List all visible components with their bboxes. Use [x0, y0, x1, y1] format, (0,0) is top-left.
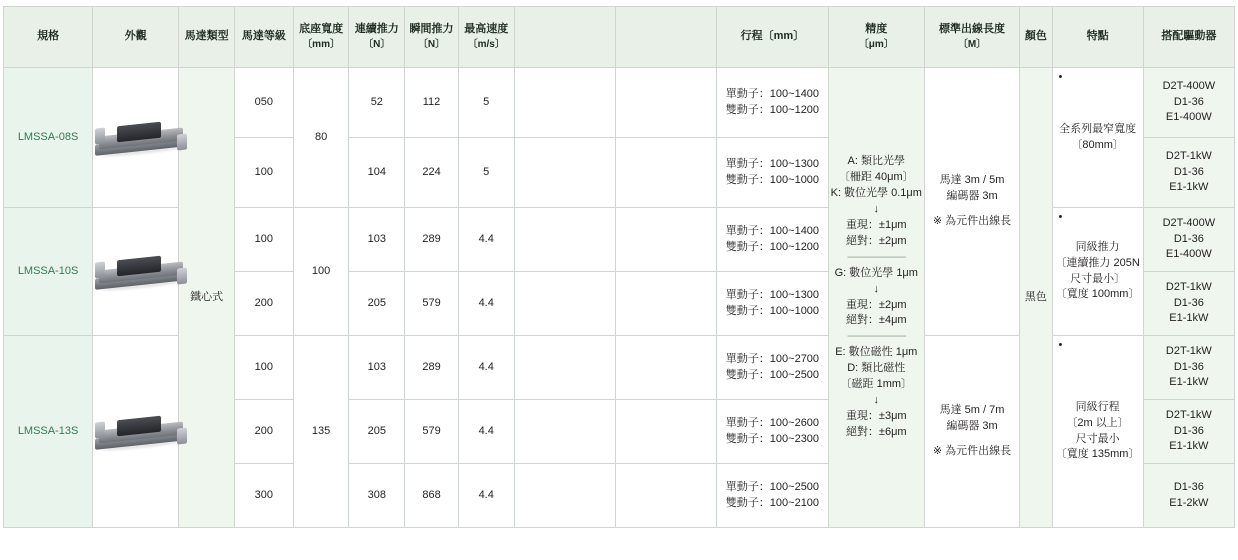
- blank-cell: [514, 400, 615, 464]
- motor-grade: 100: [234, 336, 293, 400]
- header-color: 顏色: [1020, 7, 1052, 68]
- motor-type-value: 鐵心式: [179, 68, 235, 528]
- bullet-icon: •: [1058, 71, 1063, 83]
- blank-cell: [615, 138, 716, 208]
- max-speed: 5: [458, 138, 514, 208]
- continuous-force: 308: [349, 464, 405, 528]
- peak-force: 579: [405, 400, 459, 464]
- driver-list: D2T-1kW D1-36 E1-1kW: [1143, 336, 1234, 400]
- header-cable-length: 標準出線長度 〔M〕: [924, 7, 1019, 68]
- divider: ----------------------: [846, 330, 906, 343]
- linear-motor-stage-image: [93, 252, 189, 292]
- table-header: [4, 7, 1235, 68]
- motor-grade: 300: [234, 464, 293, 528]
- feature-13s: • 同級行程 〔2m 以上〕 尺寸最小 〔寬度 135mm〕: [1052, 336, 1143, 528]
- continuous-force: 103: [349, 208, 405, 272]
- blank-cell: [615, 464, 716, 528]
- model-name-08s: LMSSA-08S: [4, 68, 93, 208]
- blank-cell: [514, 464, 615, 528]
- header-base-width: 底座寬度 〔mm〕: [293, 7, 349, 68]
- blank-cell: [514, 208, 615, 272]
- color-value: 黑色: [1020, 68, 1052, 528]
- stroke-range: 單動子：100~2700 雙動子：100~2500: [717, 336, 828, 400]
- stroke-range: 單動子：100~2600 雙動子：100~2300: [717, 400, 828, 464]
- header-drivers: 搭配驅動器: [1143, 7, 1234, 68]
- bullet-icon: •: [1058, 339, 1063, 351]
- continuous-force: 52: [349, 68, 405, 138]
- driver-list: D2T-1kW D1-36 E1-1kW: [1143, 272, 1234, 336]
- max-speed: 4.4: [458, 336, 514, 400]
- divider: ----------------------: [846, 250, 906, 263]
- motor-grade: 200: [234, 272, 293, 336]
- peak-force: 868: [405, 464, 459, 528]
- peak-force: 289: [405, 336, 459, 400]
- specification-table: [3, 6, 1235, 528]
- model-name-13s: LMSSA-13S: [4, 336, 93, 528]
- driver-list: D2T-1kW D1-36 E1-1kW: [1143, 138, 1234, 208]
- bullet-icon: •: [1058, 211, 1063, 223]
- stroke-range: 單動子：100~1300 雙動子：100~1000: [717, 272, 828, 336]
- base-width: 100: [293, 208, 349, 336]
- header-row: [4, 7, 1235, 68]
- continuous-force: 205: [349, 400, 405, 464]
- header-features: 特點: [1052, 7, 1143, 68]
- peak-force: 289: [405, 208, 459, 272]
- peak-force: 224: [405, 138, 459, 208]
- blank-cell: [514, 68, 615, 138]
- motor-grade: 050: [234, 68, 293, 138]
- cable-length-2: 馬達 5m / 7m 編碼器 3m ※ 為元件出線長: [924, 336, 1019, 528]
- max-speed: 4.4: [458, 464, 514, 528]
- blank-cell: [615, 400, 716, 464]
- blank-cell: [514, 272, 615, 336]
- header-accuracy: 精度 〔μm〕: [828, 7, 924, 68]
- table-row: [4, 68, 1235, 138]
- peak-force: 579: [405, 272, 459, 336]
- driver-list: D2T-400W D1-36 E1-400W: [1143, 68, 1234, 138]
- stroke-range: 單動子：100~1300 雙動子：100~1000: [717, 138, 828, 208]
- blank-cell: [615, 272, 716, 336]
- driver-list: D2T-400W D1-36 E1-400W: [1143, 208, 1234, 272]
- blank-cell: [615, 336, 716, 400]
- motor-grade: 200: [234, 400, 293, 464]
- product-image-13s: [93, 336, 179, 528]
- blank-cell: [615, 68, 716, 138]
- blank-cell: [514, 138, 615, 208]
- cable-length-1: 馬達 3m / 5m 編碼器 3m ※ 為元件出線長: [924, 68, 1019, 336]
- linear-motor-stage-image: [93, 412, 189, 452]
- header-motor-type: 馬達類型: [179, 7, 235, 68]
- table-body: [4, 68, 1235, 528]
- product-image-10s: [93, 208, 179, 336]
- motor-grade: 100: [234, 208, 293, 272]
- base-width: 135: [293, 336, 349, 528]
- header-peak-force: 瞬間推力 〔N〕: [405, 7, 459, 68]
- accuracy-spec: A: 類比光學 〔柵距 40μm〕 K: 數位光學 0.1μm ↓ 重現：±1μm 絕對：±2μm ---------------------- G: 數位光學 1μm ↓ 重現：±2μm 絕對：±4μm ---------------------- E: 數位磁性 1μm D: 類比磁性 〔磁距 1mm〕 ↓ 重現：±3μm 絕對：±6μm: [828, 68, 924, 528]
- stroke-range: 單動子：100~1400 雙動子：100~1200: [717, 208, 828, 272]
- product-image-08s: [93, 68, 179, 208]
- driver-list: D1-36 E1-2kW: [1143, 464, 1234, 528]
- linear-motor-stage-image: [93, 118, 189, 158]
- header-motor-grade: 馬達等級: [234, 7, 293, 68]
- feature-10s: • 同級推力 〔連續推力 205N 尺寸最小〕 〔寬度 100mm〕: [1052, 208, 1143, 336]
- continuous-force: 103: [349, 336, 405, 400]
- model-name-10s: LMSSA-10S: [4, 208, 93, 336]
- header-blank-1: [514, 7, 615, 68]
- stroke-range: 單動子：100~1400 雙動子：100~1200: [717, 68, 828, 138]
- header-blank-2: [615, 7, 716, 68]
- header-stroke: 行程〔mm〕: [717, 7, 828, 68]
- max-speed: 5: [458, 68, 514, 138]
- max-speed: 4.4: [458, 208, 514, 272]
- max-speed: 4.4: [458, 272, 514, 336]
- header-max-speed: 最高速度 〔m/s〕: [458, 7, 514, 68]
- stroke-range: 單動子：100~2500 雙動子：100~2100: [717, 464, 828, 528]
- blank-cell: [615, 208, 716, 272]
- header-appearance: 外觀: [93, 7, 179, 68]
- header-continuous-force: 連續推力 〔N〕: [349, 7, 405, 68]
- motor-grade: 100: [234, 138, 293, 208]
- feature-08s: • 全系列最窄寬度 〔80mm〕: [1052, 68, 1143, 208]
- continuous-force: 205: [349, 272, 405, 336]
- blank-cell: [514, 336, 615, 400]
- driver-list: D2T-1kW D1-36 E1-1kW: [1143, 400, 1234, 464]
- header-spec: 規格: [4, 7, 93, 68]
- peak-force: 112: [405, 68, 459, 138]
- base-width: 80: [293, 68, 349, 208]
- continuous-force: 104: [349, 138, 405, 208]
- max-speed: 4.4: [458, 400, 514, 464]
